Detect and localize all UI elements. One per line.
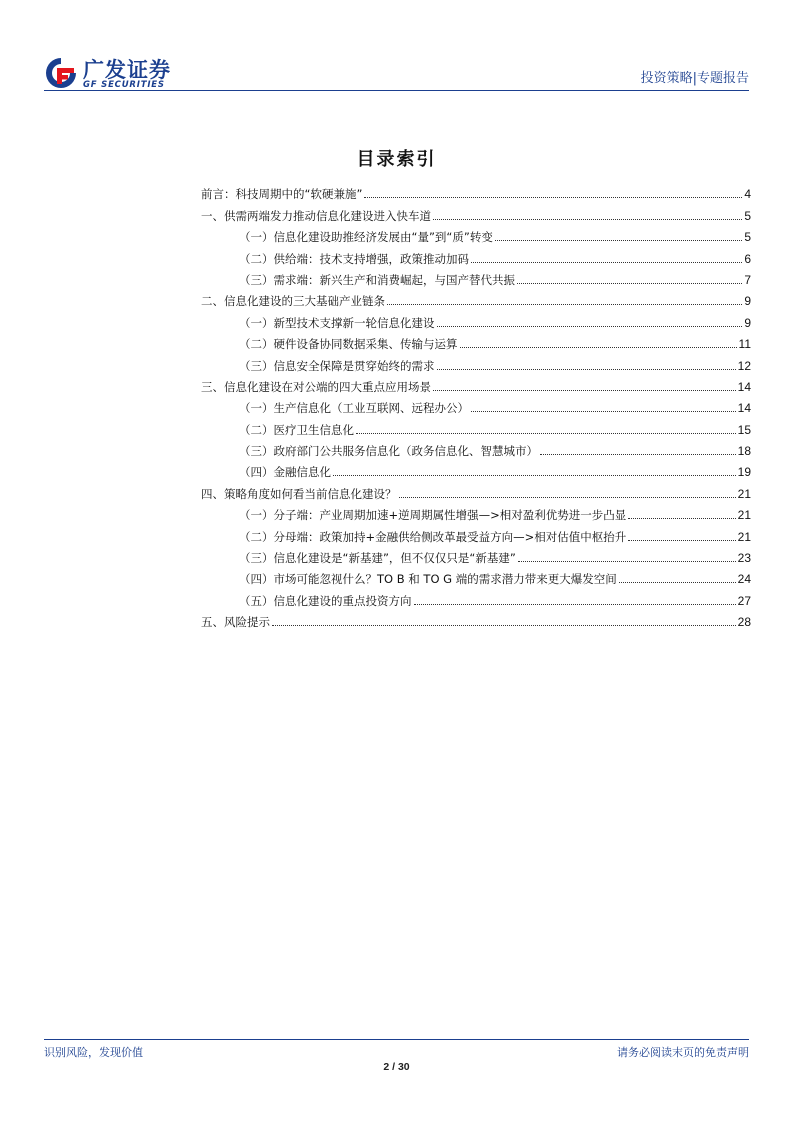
toc-title: 目录索引 [356,149,437,170]
toc-leader-dots [433,219,742,220]
toc-entry-text: （二）分母端：政策加持+金融供给侧改革最受益方向—>相对估值中枢抬升 [239,529,627,544]
toc-leader-dots [414,604,736,605]
toc-entry-text: 前言：科技周期中的“软硬兼施” [201,187,363,202]
toc-entry-page: 21 [737,486,751,501]
toc-entry-text: 五、风险提示 [201,615,270,630]
toc-entry[interactable] [201,415,751,436]
table-of-contents [201,180,751,629]
toc-leader-dots [628,518,735,519]
toc-entry[interactable] [201,608,751,629]
toc-entry[interactable] [201,522,751,543]
toc-entry-text: 一、供需两端发力推动信息化建设进入快车道 [201,208,431,223]
report-category: 投资策略|专题报告 [640,71,749,86]
toc-entry-page: 6 [744,251,751,266]
toc-leader-dots [387,304,742,305]
toc-entry[interactable] [201,394,751,415]
toc-leader-dots [399,497,736,498]
toc-entry-page: 7 [744,272,751,287]
header-divider [44,90,749,91]
toc-leader-dots [437,326,743,327]
toc-entry-text: （三）信息化建设是“新基建”，但不仅仅只是“新基建” [239,551,516,566]
toc-entry-text: 四、策略角度如何看当前信息化建设？ [201,486,397,501]
toc-entry-text: （二）硬件设备协同数据采集、传输与运算 [239,337,458,352]
toc-entry[interactable] [201,266,751,287]
toc-entry-page: 9 [744,315,751,330]
toc-entry-text: （三）信息安全保障是贯穿始终的需求 [239,358,435,373]
toc-entry[interactable] [201,437,751,458]
toc-entry-page: 18 [737,444,751,459]
toc-entry-page: 4 [744,187,751,202]
toc-entry[interactable] [201,586,751,607]
toc-entry[interactable] [201,223,751,244]
toc-leader-dots [356,433,736,434]
company-logo [44,56,204,92]
toc-leader-dots [433,390,736,391]
toc-entry-page: 24 [737,572,751,587]
toc-entry-page: 9 [744,294,751,309]
toc-entry[interactable] [201,330,751,351]
toc-entry-text: 三、信息化建设在对公端的四大重点应用场景 [201,379,431,394]
toc-entry-text: （三）需求端：新兴生产和消费崛起，与国产替代共振 [239,272,515,287]
toc-entry[interactable] [201,458,751,479]
toc-entry-page: 5 [744,230,751,245]
toc-leader-dots [437,369,736,370]
toc-entry-page: 23 [737,551,751,566]
toc-leader-dots [517,283,742,284]
toc-leader-dots [364,197,742,198]
toc-leader-dots [628,540,735,541]
toc-entry-page: 11 [738,337,751,352]
toc-entry-text: （一）分子端：产业周期加速+逆周期属性增强—>相对盈利优势进一步凸显 [239,508,627,523]
logo-english-name: GF SECURITIES [83,80,165,90]
toc-entry-text: 二、信息化建设的三大基础产业链条 [201,294,385,309]
toc-entry-page: 5 [744,208,751,223]
toc-entry[interactable] [201,565,751,586]
toc-entry-page: 21 [737,508,751,523]
toc-entry-page: 28 [737,615,751,630]
toc-leader-dots [619,582,736,583]
toc-entry[interactable] [201,308,751,329]
toc-entry-text: （一）生产信息化（工业互联网、远程办公） [239,401,469,416]
logo-chinese-name: 广发证券 [83,58,171,82]
page-number: 2 / 30 [383,1061,410,1073]
toc-entry[interactable] [201,180,751,201]
toc-entry-page: 19 [737,465,751,480]
toc-entry-text: （二）供给端：技术支持增强，政策推动加码 [239,251,469,266]
toc-entry[interactable] [201,479,751,500]
toc-entry[interactable] [201,373,751,394]
toc-entry-text: （四）市场可能忽视什么？TO B 和 TO G 端的需求潜力带来更大爆发空间 [239,572,617,587]
toc-entry[interactable] [201,351,751,372]
gf-logo-icon [44,56,78,90]
toc-entry[interactable] [201,287,751,308]
footer-disclaimer-note: 请务必阅读末页的免责声明 [617,1046,749,1059]
toc-leader-dots [272,625,736,626]
toc-leader-dots [471,262,742,263]
toc-entry-page: 15 [737,422,751,437]
toc-entry-text: （五）信息化建设的重点投资方向 [239,593,412,608]
toc-entry-text: （三）政府部门公共服务信息化（政务信息化、智慧城市） [239,444,538,459]
toc-leader-dots [540,454,736,455]
toc-entry[interactable] [201,544,751,565]
toc-leader-dots [495,240,742,241]
toc-entry-page: 12 [737,358,751,373]
toc-entry-text: （一）信息化建设助推经济发展由“量”到“质”转变 [239,230,493,245]
toc-leader-dots [333,475,736,476]
toc-entry-page: 27 [737,593,751,608]
toc-leader-dots [518,561,736,562]
toc-entry[interactable] [201,244,751,265]
toc-entry-page: 14 [737,401,751,416]
footer-divider [44,1039,749,1040]
toc-entry-page: 21 [737,529,751,544]
toc-entry-page: 14 [737,379,751,394]
toc-entry-text: （四）金融信息化 [239,465,331,480]
toc-entry[interactable] [201,201,751,222]
toc-entry-text: （二）医疗卫生信息化 [239,422,354,437]
footer-slogan: 识别风险，发现价值 [44,1046,143,1059]
toc-leader-dots [471,411,736,412]
toc-entry[interactable] [201,501,751,522]
toc-leader-dots [460,347,737,348]
toc-entry-text: （一）新型技术支撑新一轮信息化建设 [239,315,435,330]
